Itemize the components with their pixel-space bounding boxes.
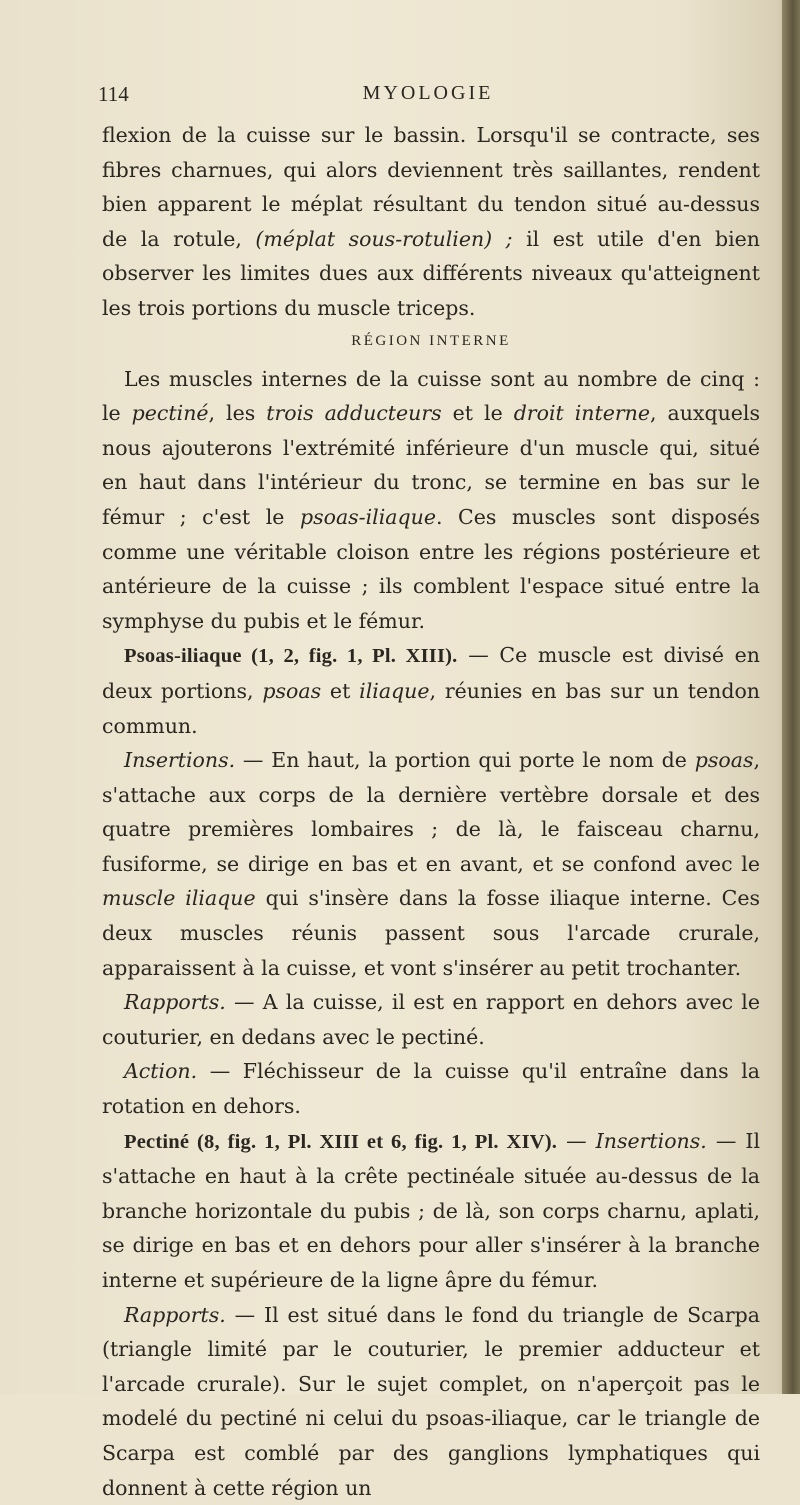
paragraph-pectine: [102, 1124, 760, 1298]
text-run: , réunies en bas sur un tendon commun.: [102, 678, 761, 738]
italic-run: psoas: [262, 678, 322, 703]
text-run: , auxquels nous ajouterons l'extrémité inférieure d'un muscle qui, situé en haut dans l'intérieur du tronc, se termine en bas sur le fémur ; c'est le: [102, 401, 760, 529]
paragraph-action: [102, 1054, 760, 1123]
text-run: . Ces muscles sont disposés comme une véritable cloison entre les régions postérieure et antérieure de la cuisse ; ils comblent l'espace situé entre la symphyse du pubis et le fémur.: [102, 504, 760, 633]
text-run: et le: [441, 401, 514, 426]
section-heading: RÉGION INTERNE: [351, 332, 511, 349]
text-run: et: [321, 678, 360, 703]
paragraph-region-intro: [102, 362, 760, 639]
book-spine-shadow: [782, 0, 800, 1394]
running-head: MYOLOGIE: [362, 82, 494, 104]
text-run: — Il est situé dans le fond du triangle de Scarpa (triangle limité par le couturier, le premier adducteur et l'arcade crurale). Sur le sujet complet, on n'aperçoit pas le modelé du pectiné ni celui du psoas-iliaque, car le triangle de Scarpa est comblé par des ganglions lymphatiques qui donnent à cette région un: [102, 1302, 760, 1500]
entry-title: Pectiné: [124, 1130, 190, 1153]
entry-title: Psoas-iliaque: [124, 645, 242, 668]
italic-run: Action.: [124, 1059, 198, 1084]
italic-run: (méplat sous-rotulien) ;: [255, 226, 513, 251]
italic-run: pectiné: [131, 401, 209, 426]
paragraph-psoas-iliaque: [102, 638, 760, 743]
italic-run: droit interne: [513, 401, 650, 426]
italic-run: psoas: [694, 748, 754, 773]
italic-run: Rapports.: [124, 1302, 226, 1327]
text-run: , s'attache aux corps de la dernière vertèbre dorsale et des quatre premières lombaires ; de là, le faisceau charnu, fusiforme, se dirige en bas et en avant, et se confond avec le: [102, 748, 760, 876]
paragraph-rapports-pectine: [102, 1298, 760, 1505]
paragraph-triceps-end: [102, 118, 760, 326]
text-run: Les muscles internes de la cuisse sont au nombre de cinq : le: [102, 366, 760, 426]
text-run: — En haut, la portion qui porte le nom de: [235, 748, 695, 773]
italic-run: Insertions.: [595, 1128, 707, 1153]
text-run: —: [557, 1128, 596, 1153]
text-run: , les: [208, 401, 267, 426]
italic-run: psoas-iliaque: [299, 504, 436, 529]
text-run: — A la cuisse, il est en rapport en dehors avec le couturier, en dedans avec le pectiné.: [102, 990, 760, 1049]
plate-reference: (1, 2, fig. 1, Pl. XIII).: [241, 645, 458, 668]
page-number: 114: [98, 82, 129, 106]
text-run: qui s'insère dans la fosse iliaque interne. Ces deux muscles réunis passent sous l'arcade crurale, apparaissent à la cuisse, et vont s'insérer au petit trochanter.: [102, 886, 760, 980]
italic-run: trois adducteurs: [266, 401, 442, 426]
italic-run: Rapports.: [124, 990, 226, 1015]
page-body: [102, 118, 760, 1505]
paragraph-rapports: [102, 985, 760, 1054]
plate-reference: (8, fig. 1, Pl. XIII et 6, fig. 1, Pl. XIV).: [189, 1130, 558, 1153]
paragraph-insertions: [102, 743, 760, 985]
text-run: — Fléchisseur de la cuisse qu'il entraîne dans la rotation en dehors.: [102, 1059, 760, 1119]
text-run: — Il s'attache en haut à la crête pectinéale située au-dessus de la branche horizontale du pubis ; de là, son corps charnu, aplati, se dirige en bas et en dehors pour aller s'insérer à la branche interne et supérieure de la ligne âpre du fémur.: [102, 1128, 760, 1292]
italic-run: muscle iliaque: [102, 886, 256, 911]
text-run: — Ce muscle est divisé en deux portions,: [102, 643, 760, 703]
text-run: flexion de la cuisse sur le bassin. Lorsqu'il se contracte, ses fibres charnues, qui alors deviennent très saillantes, rendent bien apparent le méplat résultant du tendon situé au-dessus de la rotule,: [102, 123, 760, 251]
text-run: il est utile d'en bien observer les limites dues aux différents niveaux qu'atteignent les trois portions du muscle triceps.: [102, 226, 760, 320]
italic-run: iliaque: [359, 678, 430, 703]
italic-run: Insertions.: [124, 748, 236, 773]
page-header: [98, 82, 758, 112]
